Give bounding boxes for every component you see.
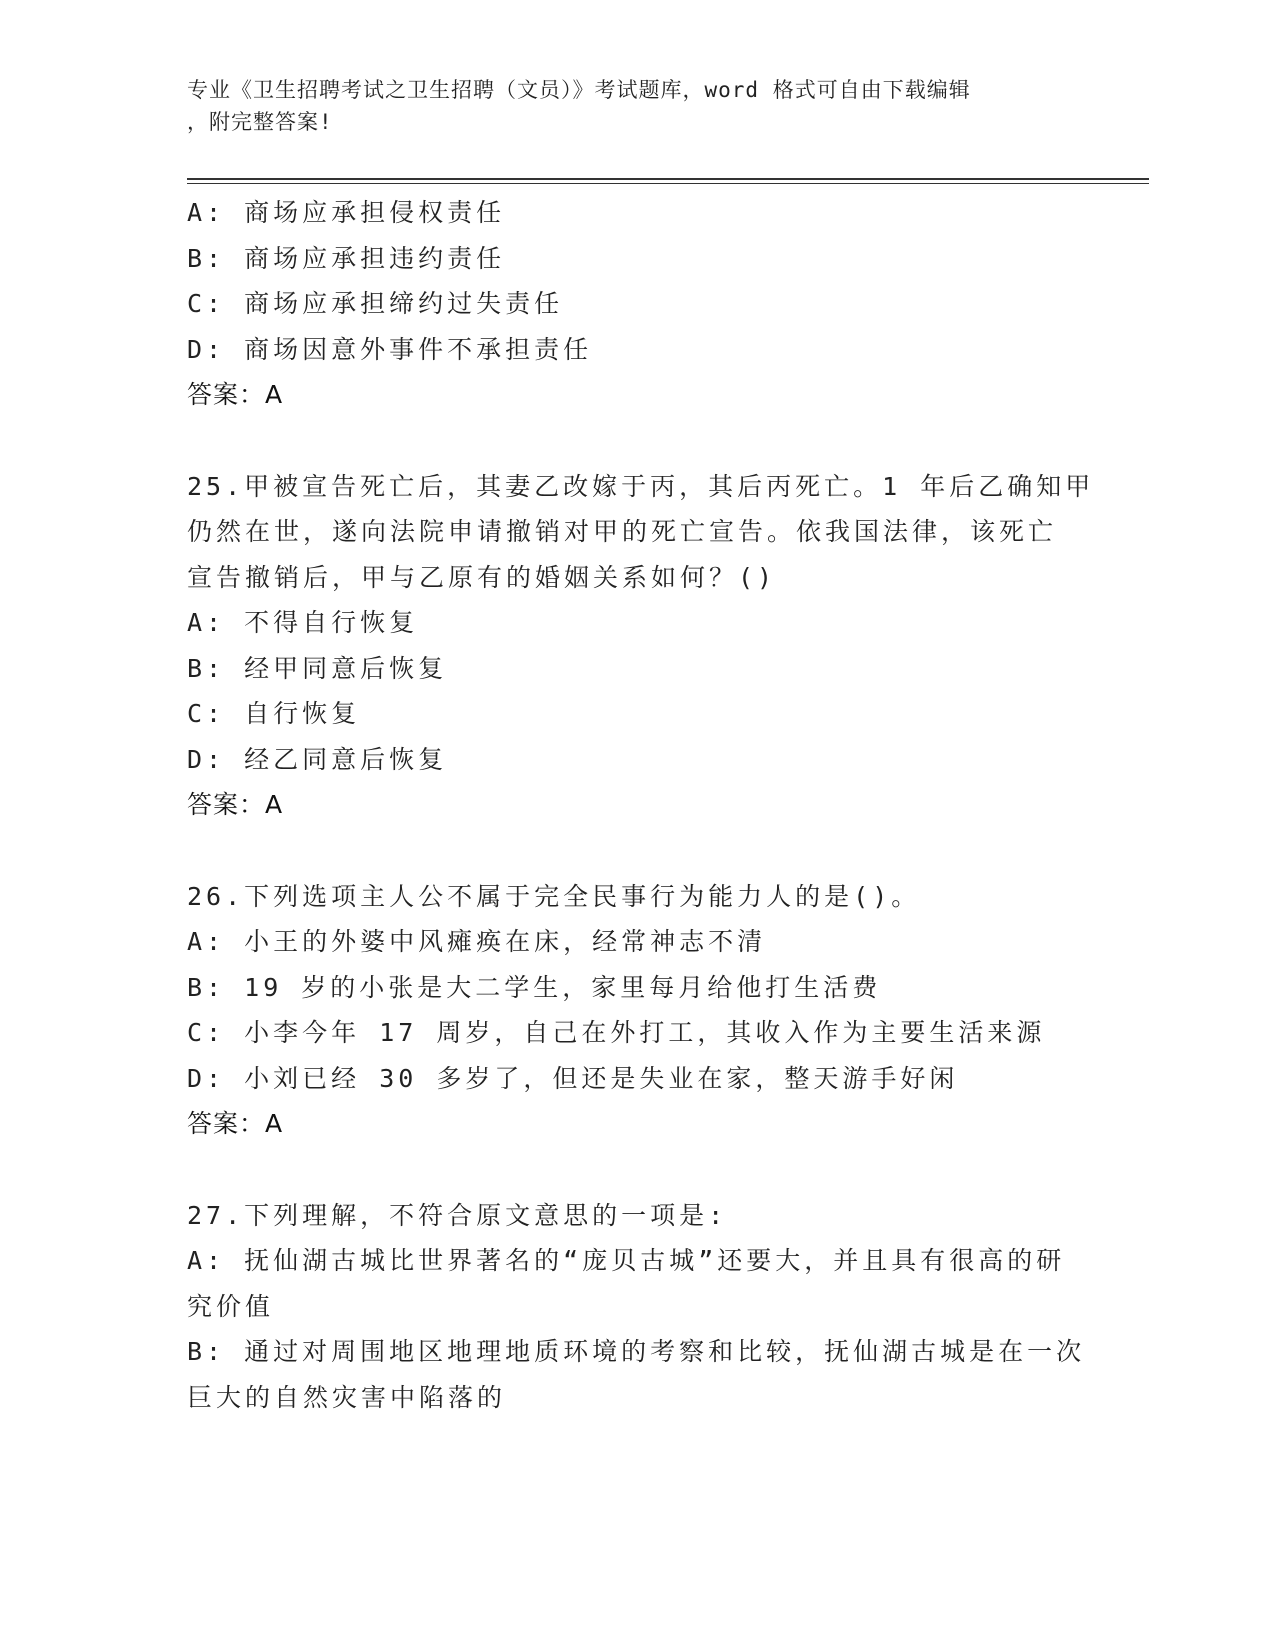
question-stem-line: 25.甲被宣告死亡后，其妻乙改嫁于丙，其后丙死亡。1 年后乙确知甲	[187, 471, 1095, 501]
question-stem-line: 宣告撤销后，甲与乙原有的婚姻关系如何？()	[187, 562, 777, 592]
header-divider-thick	[187, 178, 1149, 180]
prev-question-options	[187, 190, 1087, 418]
question-stem-line: 仍然在世，遂向法院申请撤销对甲的死亡宣告。依我国法律，该死亡	[187, 517, 1058, 546]
header-line-2: ，附完整答案!	[187, 110, 333, 134]
option-a: A: 抚仙湖古城比世界著名的“庞贝古城”还要大，并且具有很高的研	[187, 1246, 1066, 1275]
option-d: D: 商场因意外事件不承担责任	[187, 334, 593, 364]
option-b: B: 19 岁的小张是大二学生，家里每月给他打生活费	[187, 972, 882, 1002]
option-b: B: 商场应承担违约责任	[187, 243, 506, 273]
option-d: D: 经乙同意后恢复	[187, 744, 448, 774]
option-b: B: 通过对周围地区地理地质环境的考察和比较，抚仙湖古城是在一次	[187, 1337, 1086, 1366]
header-line-1: 专业《卫生招聘考试之卫生招聘（文员）》考试题库，word 格式可自由下载编辑	[187, 78, 971, 102]
question-27	[187, 1193, 1087, 1421]
question-25	[187, 464, 1095, 828]
spacer	[187, 828, 1087, 874]
option-c: C: 自行恢复	[187, 699, 361, 728]
option-a: A: 不得自行恢复	[187, 608, 419, 637]
header-divider-thin	[187, 183, 1149, 184]
answer-line: 答案：A	[187, 1109, 284, 1138]
option-c: C: 商场应承担缔约过失责任	[187, 289, 564, 318]
answer-line: 答案：A	[187, 380, 284, 409]
option-b: B: 经甲同意后恢复	[187, 653, 448, 683]
option-c: C: 小李今年 17 周岁，自己在外打工，其收入作为主要生活来源	[187, 1018, 1046, 1047]
option-a-continuation: 究价值	[187, 1291, 275, 1321]
question-26	[187, 874, 1087, 1147]
question-stem-line: 26.下列选项主人公不属于完全民事行为能力人的是()。	[187, 881, 921, 911]
document-header	[187, 74, 1087, 138]
spacer	[187, 418, 1087, 464]
question-stem-line: 27.下列理解，不符合原文意思的一项是:	[187, 1200, 728, 1230]
question-content	[187, 190, 1095, 1420]
option-a: A: 小王的外婆中风瘫痪在床，经常神志不清	[187, 927, 767, 956]
spacer	[187, 1147, 1087, 1193]
option-b-continuation: 巨大的自然灾害中陷落的	[187, 1382, 507, 1412]
option-d: D: 小刘已经 30 多岁了，但还是失业在家，整天游手好闲	[187, 1063, 959, 1093]
answer-line: 答案：A	[187, 790, 284, 819]
option-a: A: 商场应承担侵权责任	[187, 198, 506, 227]
